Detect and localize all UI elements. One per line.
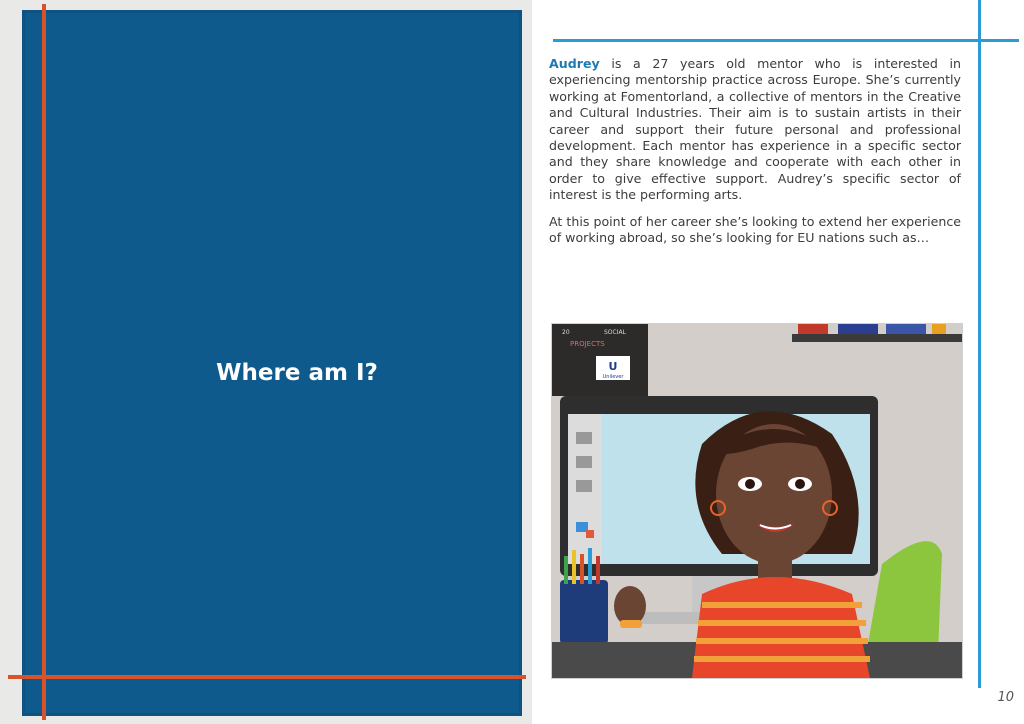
page-title: Where am I? [216,360,378,386]
paragraph-2: At this point of her career she’s looking to extend her experience of working abroad, so she’s looking for EU nations such as… [549,213,961,246]
svg-text:U: U [608,360,618,373]
audrey-illustration [551,323,963,679]
board-label-number: 20 [562,329,570,336]
orange-horizontal-line [8,675,526,679]
body-text [549,56,961,256]
unilever-logo-text: Unilever [602,374,624,380]
title-panel [22,10,522,716]
blue-horizontal-line [553,39,1019,42]
blue-vertical-line [978,0,981,688]
character-name: Audrey [549,56,600,71]
paragraph-1 [549,56,961,204]
paragraph-1-text: is a 27 years old mentor who is interested in experiencing mentorship practice across Europe. She’s currently working at Fomentorland, a collective of mentors in the Creative and Cultural Industries. Their aim is to sustain artists in their career and support their future personal and professional development. Each mentor has experience in a specific sector and they share knowledge and cooperate with each other in order to give effective support. Audrey’s specific sector of interest is the performing arts. [549,56,961,203]
board-label-projects: PROJECTS [570,340,605,348]
orange-vertical-line [42,4,46,720]
board-label-social: SOCIAL [604,329,626,336]
pencil-cup [560,580,608,644]
shelf [792,334,962,342]
page-number: 10 [997,690,1014,705]
illustration-svg [552,324,962,678]
audrey-top [692,577,870,678]
